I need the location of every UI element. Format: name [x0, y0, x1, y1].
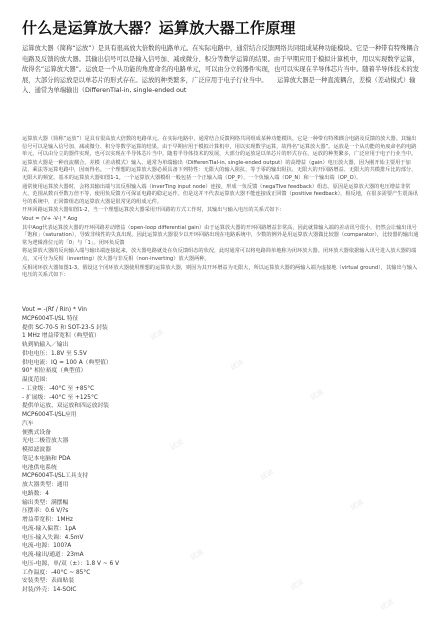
spec-item: 电流-电源：100?A [22, 543, 72, 550]
spec-item: MCP6004T-I/SL工具支持 [22, 473, 89, 480]
spec-item: MCP6004T-I/SL 特征 [22, 315, 79, 322]
watermark-text: 试读 [188, 548, 206, 562]
body-formula: Vout = (V+ -V-) * Aog [22, 215, 78, 222]
body-text [22, 136, 420, 281]
spec-item: 笔记本电脑和 PDA [22, 455, 71, 462]
watermark-text: 试读 [378, 598, 396, 612]
spec-item: 便携式设备 [22, 429, 51, 436]
watermark-text: 试读 [308, 388, 326, 402]
page-title: 什么是运算放大器？运算放大器工作原理 [22, 19, 296, 37]
spec-item: 光电二极管放大器 [22, 438, 69, 445]
watermark-text: 试读 [258, 468, 276, 482]
spec-item: 封装/外壳：14-SOIC [22, 587, 77, 593]
spec-item: 电流-输出/通道：23mA [22, 552, 84, 558]
body-paragraph: 运算放大器是一种直流耦合，差模（差动模式）输入、通常为单端输出（DifferenTIal-in, single-ended output）的高增益（gain）电压放大器，因为刚开始主要用于加法，乘法等运算电路中，因而得名。一个理想的运算放大器必须具备下列特性：无限大的输入阻抗、等于零的输出阻抗、无限大的开回路增益、无限大的共模排斥比的部分、无限大的频宽。基本的运算放大器如图1-1。一个运算放大器模组一般包括一个正输入端（OP_P）、一个负输入端（OP_N）和一个输出端（OP_O）。 [22, 159, 417, 181]
watermark-text: 试读 [348, 498, 366, 512]
spec-item: 放大器类型：通用 [22, 482, 69, 488]
spec-item: 提供单运放、双运放和四运放封装 [22, 403, 109, 410]
body-paragraph: 其中Aog代表运算放大器的开环回路差动增益（open-loop differential gain）由于运算放大器的开环回路增益非常高，因此就算输入端的差动讯号很小，仍然会让输出讯号「饱和」（saturation），导致非线性的失真出现。因此运算放大器很少以开环回路出现在电路系统中，少数的例外是用运算放大器做比较器（comparator），比较器的输出通常为逻辑准位元的「0」与「1」。闭环负反馈 [22, 224, 419, 246]
spec-item: 90° 相位裕度（典型值） [22, 368, 87, 375]
spec-item: 温度范围： [22, 377, 51, 383]
spec-item: 1 MHz 增益带宽积（典型值） [22, 333, 100, 340]
spec-item: 电压-电源，单/双（±）：1.8 V ~ 6 V [22, 560, 120, 567]
spec-item: 工作温度：-40°C ~ 85°C [22, 569, 91, 576]
spec-item: 输出类型：满摆幅 [22, 499, 69, 506]
body-paragraph: 运算放大器（简称“运放”）是具有很高放大倍数的电路单元。在实际电路中，通常结合反馈网络共同组成某种功能模块。它是一种带有特殊耦合电路及反馈的放大器。其输出信号可以是输入信号加、减或微分、积分等数学运算的结果。由于早期应用于模拟计算机中，用以实现数学运算，故得名“运算放大器”。运放是一个从功能的角度命名的电路单元，可以由分立的器件实现，也可以实现在半导体芯片当中。随着半导体技术的发展，大部分的运放是以单芯片的形式存在。运放的种类繁多，广泛应用于电子行业当中。 [22, 136, 417, 158]
spec-item: 轨到轨输入／输出 [22, 342, 69, 348]
spec-item: 电池供电系统 [22, 464, 57, 471]
body-paragraph: 反相闭环放大器如图1-3。假设这个闭环放大器使用理想的运算放大器，则因为其开环增益为无限大，所以运算放大器的两输入端为虚接地（virtual ground），其输出与输入电压的关系式如下： [22, 264, 418, 279]
watermark-text: 试读 [288, 578, 306, 592]
spec-item: 压摆率：0.6 V/?s [22, 508, 69, 515]
spec-item: 电流-输入偏置：1pA [22, 525, 77, 532]
spec-item: Vout = -(Rf / Rin) * Vin [22, 307, 87, 313]
spec-item: 增益带宽积：1MHz [22, 517, 73, 523]
spec-item: 模拟滤波器 [22, 447, 51, 453]
spec-item: 提供 SC-70-5 和 SOT-23-5 封装 [22, 324, 108, 331]
intro-paragraph: 运算放大器（简称“运放”）是具有很高放大倍数的电路单元。在实际电路中，通常结合反馈网络共同组成某种功能模块。它是一种带有特殊耦合电路及反馈的放大器。其输出信号可以是输入信号加、减或微分、积分等数学运算的结果。由于早期应用于模拟计算机中，用以实现数学运算，故得名“运算放大器”。运放是一个从功能的角度命名的电路单元，可以由分立的器件实现，也可以实现在半导体芯片当中。随着半导体技术的发展，大部分的运放是以单芯片的形式存在。运放的种类繁多，广泛应用于电子行业当中。 运算放大器是一种直流耦合，差模（差动模式）输入、通常为单端输出（DifferenTIal-in, single-ended out [22, 45, 419, 95]
spec-item: - 扩展级：-40°C 至 +125°C [22, 394, 98, 401]
body-paragraph: 通常使用运算放大器时，会将其输出端与其反相输入端（inverTing input node）连接，形成一负反馈（negaTIve feedback）组态。原因是运算放大器的电压增益非常大，范围从数百至数万倍不等，使用负反馈方可保证电路的稳定运作。但是这并不代表运算放大器不能连接成正回馈（positive feedback），相反地，在很多需要产生震荡讯号的系统中，正回馈组态的运算放大器是很常见的组成元件。 [22, 183, 418, 205]
spec-item: - 工业级：-40°C 至 +85°C [22, 385, 95, 392]
spec-item: 汽车 [22, 420, 34, 427]
spec-item: 电路数：4 [22, 490, 49, 497]
spec-item: 供电电流：IQ = 100 A（典型值） [22, 359, 112, 366]
watermark-text: 试读 [168, 438, 186, 452]
spec-item: MCP6004T-I/SL应用 [22, 412, 77, 418]
spec-item: 电压-输入失调：4.5mV [22, 534, 84, 541]
watermark-text: 试读 [148, 328, 166, 342]
spec-item: 安装类型：表面贴装 [22, 578, 75, 585]
body-paragraph: 将运算放大器的反向输入端与输出端连接起来，放大器电路就处在负反馈组态的状况，此时通常可以将电路简单地称为闭环放大器。闭环放大器依据输入讯号进入放大器的端点，又可分为反相（inverting）放大器与非反相（non-inverting）放大器两种。 [22, 248, 417, 262]
spec-item: 供电电压：1.8V 至 5.5V [22, 350, 87, 357]
spec-list [22, 306, 222, 595]
watermark-text: 试读 [228, 358, 246, 372]
body-paragraph: 开环回路运算放大器如图1-2，当一个理想运算放大器采用开回路的方式工作时，其输出与输入电压的关系式如下： [22, 207, 285, 214]
